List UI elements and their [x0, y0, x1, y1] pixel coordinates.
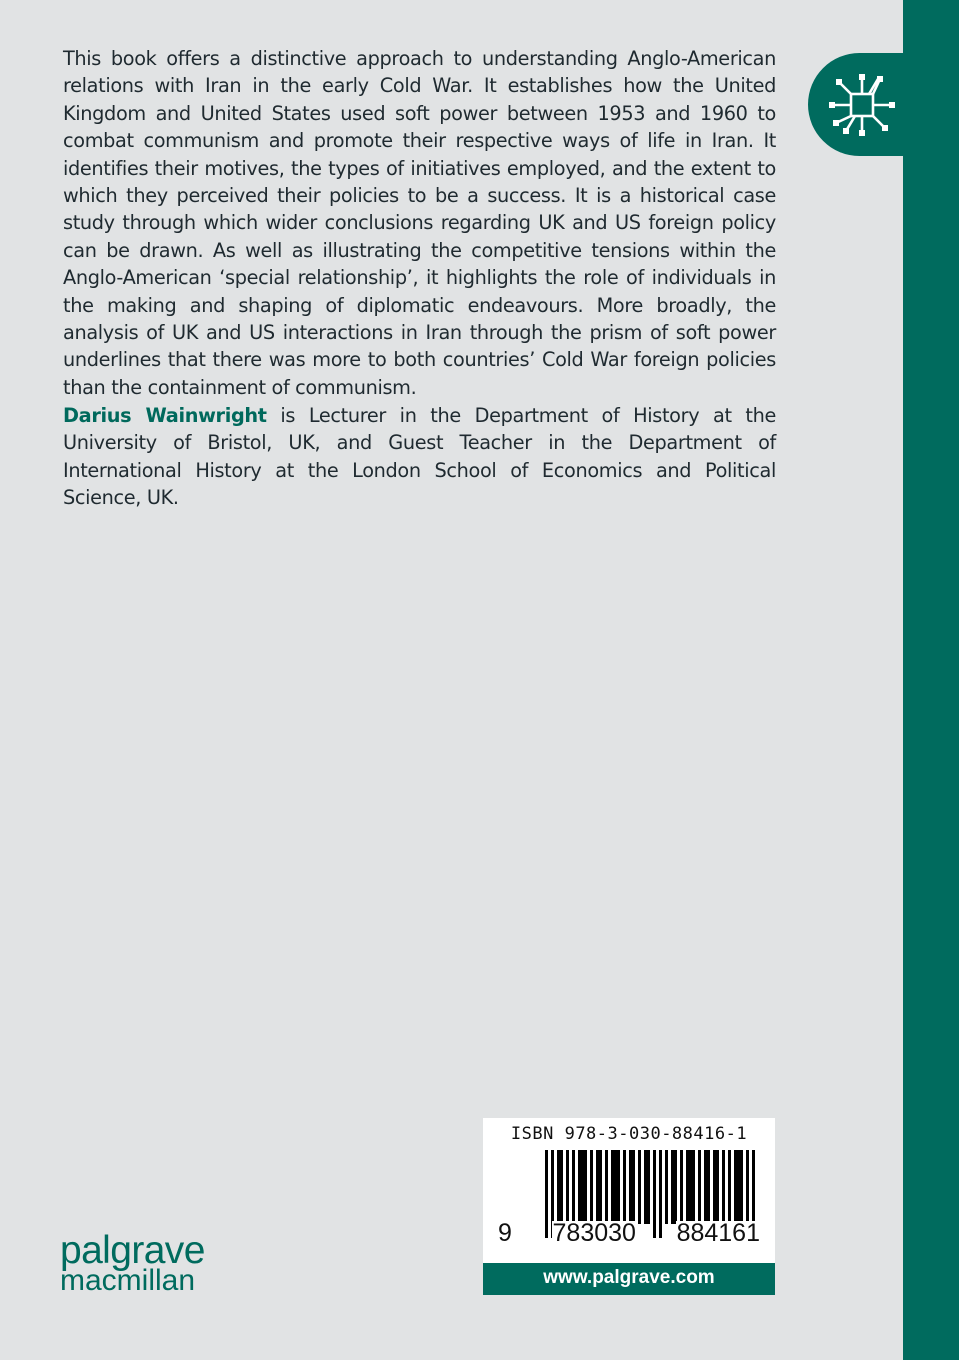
spine-bar — [903, 0, 959, 1360]
palgrave-network-icon — [822, 65, 902, 145]
publisher-logo-palgrave: palgrave — [60, 1229, 205, 1272]
barcode-digit-group-1: 783030 — [552, 1219, 636, 1247]
author-bio — [63, 402, 776, 512]
publisher-logo-macmillan: macmillan — [60, 1264, 196, 1297]
book-description: This book offers a distinctive approach to understanding Anglo-American relations with Iran in the early Cold War. It establishes how the United Kingdom and United States used soft power between 1953 and 1960 to combat communism and promote their respective ways of life in Iran. It identifies their motives, the types of initiatives employed, and the extent to which they perceived their policies to be a success. It is a historical case study through which wider conclusions regarding UK and US foreign policy can be drawn. As well as illustrating the competitive tensions within the Anglo-American ‘special relationship’, it highlights the role of individuals in the making and shaping of diplomatic endeavours. More broadly, the analysis of UK and US interactions in Iran through the prism of soft power underlines that there was more to both countries’ Cold War foreign policies than the containment of communism. — [63, 47, 776, 399]
barcode-panel — [483, 1118, 775, 1263]
barcode-digit-lead: 9 — [498, 1219, 512, 1247]
barcode-digit-group-2: 884161 — [676, 1219, 760, 1247]
logo-tab — [808, 53, 959, 156]
author-name: Darius Wainwright — [63, 404, 267, 427]
barcode-digits — [497, 1221, 761, 1246]
website-url[interactable]: www.palgrave.com — [483, 1263, 775, 1295]
author-bio-text: is Lecturer in the Department of History at the University of Bristol, UK, and Guest Teacher in the Department of International History at the London School of Economics and Political Science, UK. — [63, 404, 776, 510]
isbn-label: ISBN 978-3-030-88416-1 — [510, 1124, 748, 1144]
